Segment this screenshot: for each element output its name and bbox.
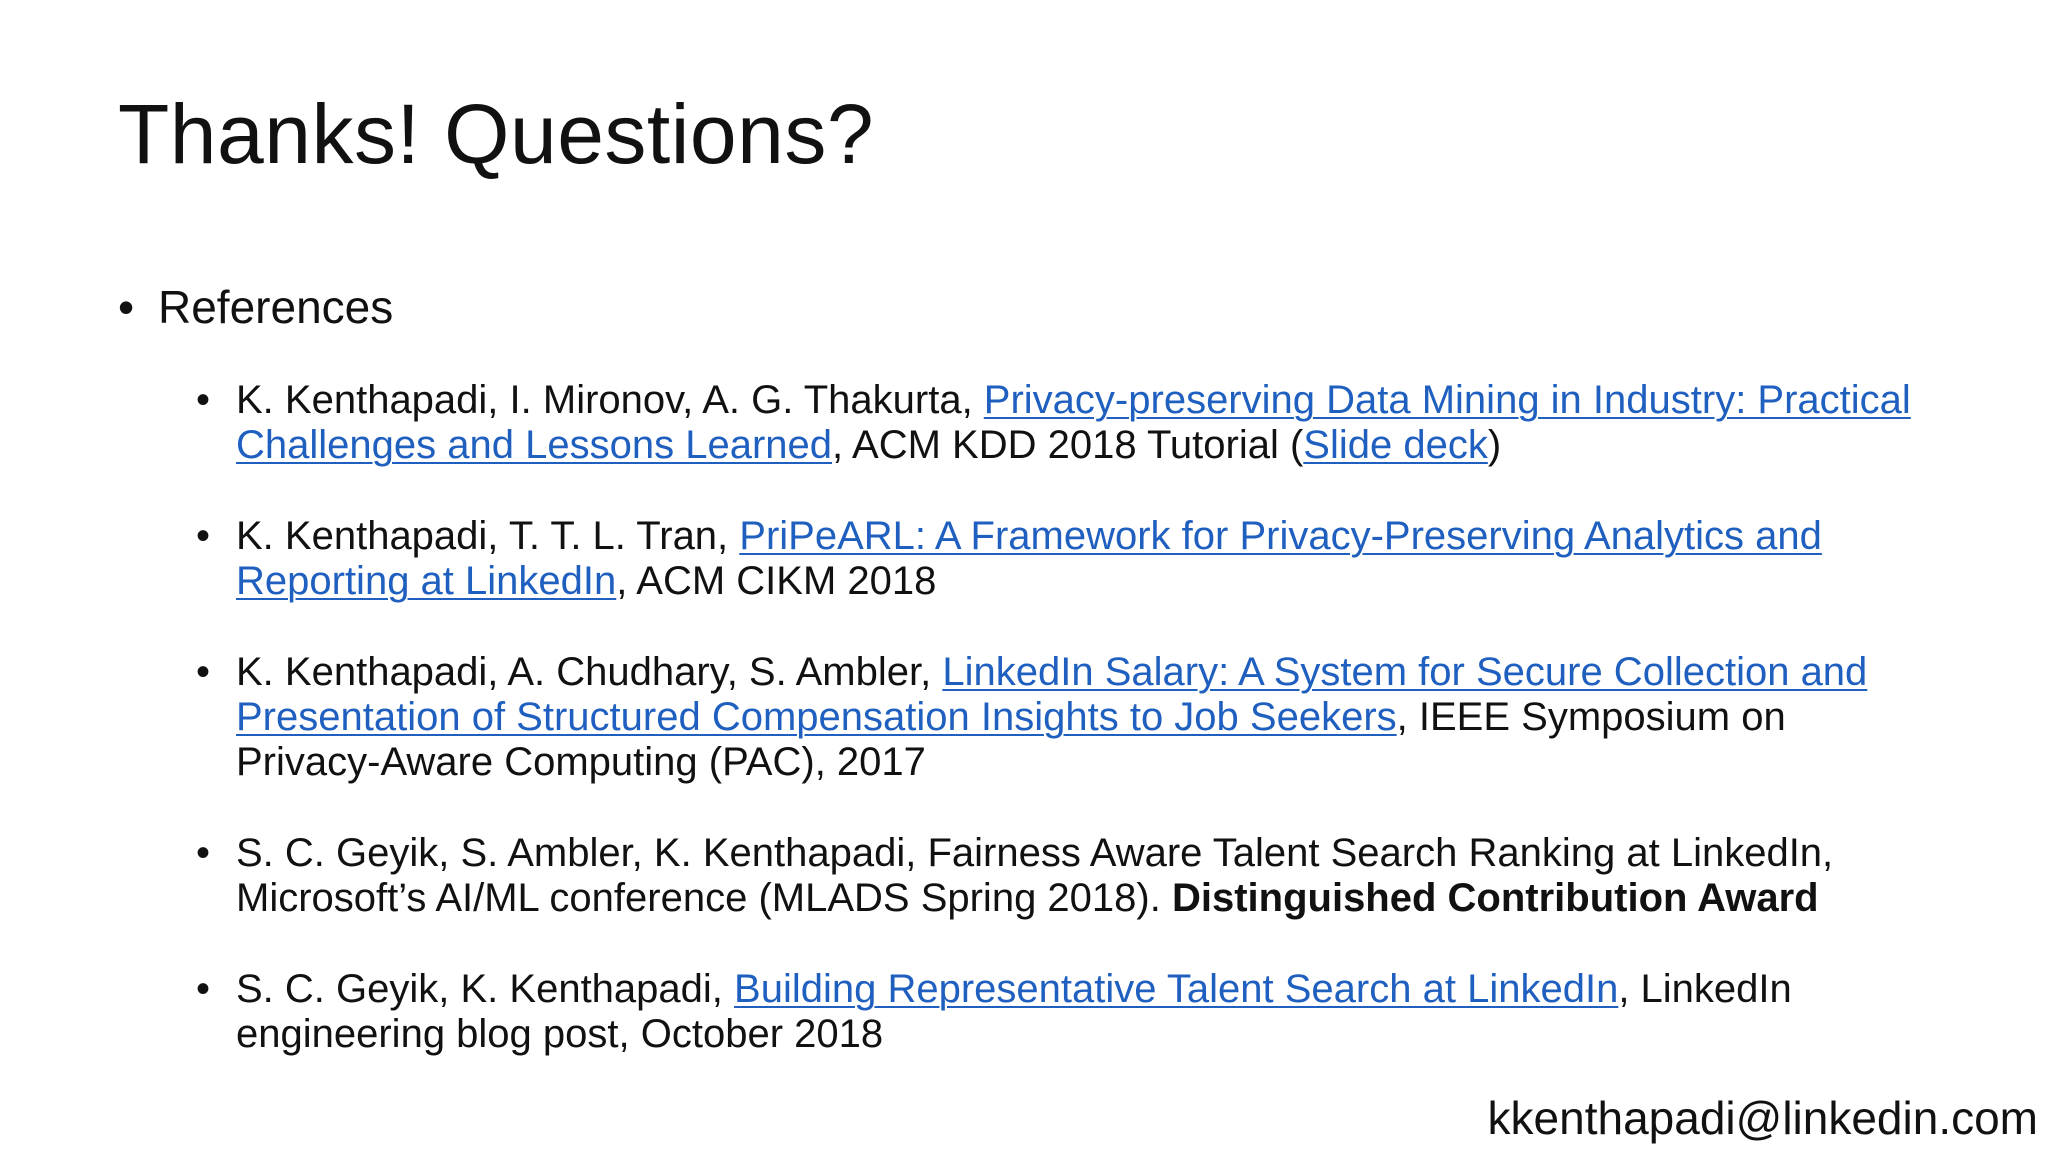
reference-venue: , LinkedIn engineering blog post, October 2018 (236, 967, 1792, 1056)
reference-item-4 (196, 831, 1936, 921)
reference-venue: , ACM CIKM 2018 (616, 559, 937, 603)
bullet-icon: • (196, 650, 211, 694)
reference-list (196, 378, 1936, 1103)
reference-tail: ) (1487, 423, 1502, 467)
slide-title: Thanks! Questions? (118, 87, 875, 181)
reference-authors: S. C. Geyik, K. Kenthapadi, (236, 967, 735, 1011)
reference-authors: K. Kenthapadi, I. Mironov, A. G. Thakurta, (236, 378, 984, 422)
award-text: Distinguished Contribution Award (1171, 876, 1819, 920)
reference-authors: K. Kenthapadi, T. T. L. Tran, (236, 514, 740, 558)
reference-item-1 (196, 378, 1936, 468)
slide-deck-link[interactable]: Slide deck (1303, 423, 1488, 467)
bullet-icon: • (196, 378, 211, 422)
reference-venue: , ACM KDD 2018 Tutorial ( (832, 423, 1304, 467)
reference-link-talent-search[interactable]: Building Representative Talent Search at LinkedIn (734, 967, 1619, 1011)
reference-item-5 (196, 967, 1936, 1057)
bullet-icon: • (118, 281, 135, 333)
reference-venue: , IEEE Symposium on Privacy-Aware Computing (PAC), 2017 (236, 695, 1786, 784)
contact-email: kkenthapadi@linkedin.com (1487, 1091, 2038, 1144)
reference-link-pripearl[interactable]: PriPeARL: A Framework for Privacy-Preserving Analytics and Reporting at LinkedIn (236, 514, 1822, 603)
reference-authors: K. Kenthapadi, A. Chudhary, S. Ambler, (236, 650, 943, 694)
reference-link-linkedin-salary[interactable]: LinkedIn Salary: A System for Secure Collection and Presentation of Structured Compensation Insights to Job Seekers (236, 650, 1868, 739)
bullet-icon: • (196, 967, 211, 1011)
reference-link-kdd-tutorial[interactable]: Privacy-preserving Data Mining in Industry: Practical Challenges and Lessons Learned (236, 378, 1911, 467)
references-heading-label: References (158, 281, 394, 333)
reference-text: S. C. Geyik, S. Ambler, K. Kenthapadi, Fairness Aware Talent Search Ranking at LinkedIn, Microsoft’s AI/ML conference (MLADS Spring 2018). (236, 831, 1834, 920)
reference-item-2 (196, 514, 1936, 604)
bullet-icon: • (196, 514, 211, 558)
references-heading (118, 280, 393, 335)
reference-item-3 (196, 650, 1936, 785)
bullet-icon: • (196, 831, 211, 875)
